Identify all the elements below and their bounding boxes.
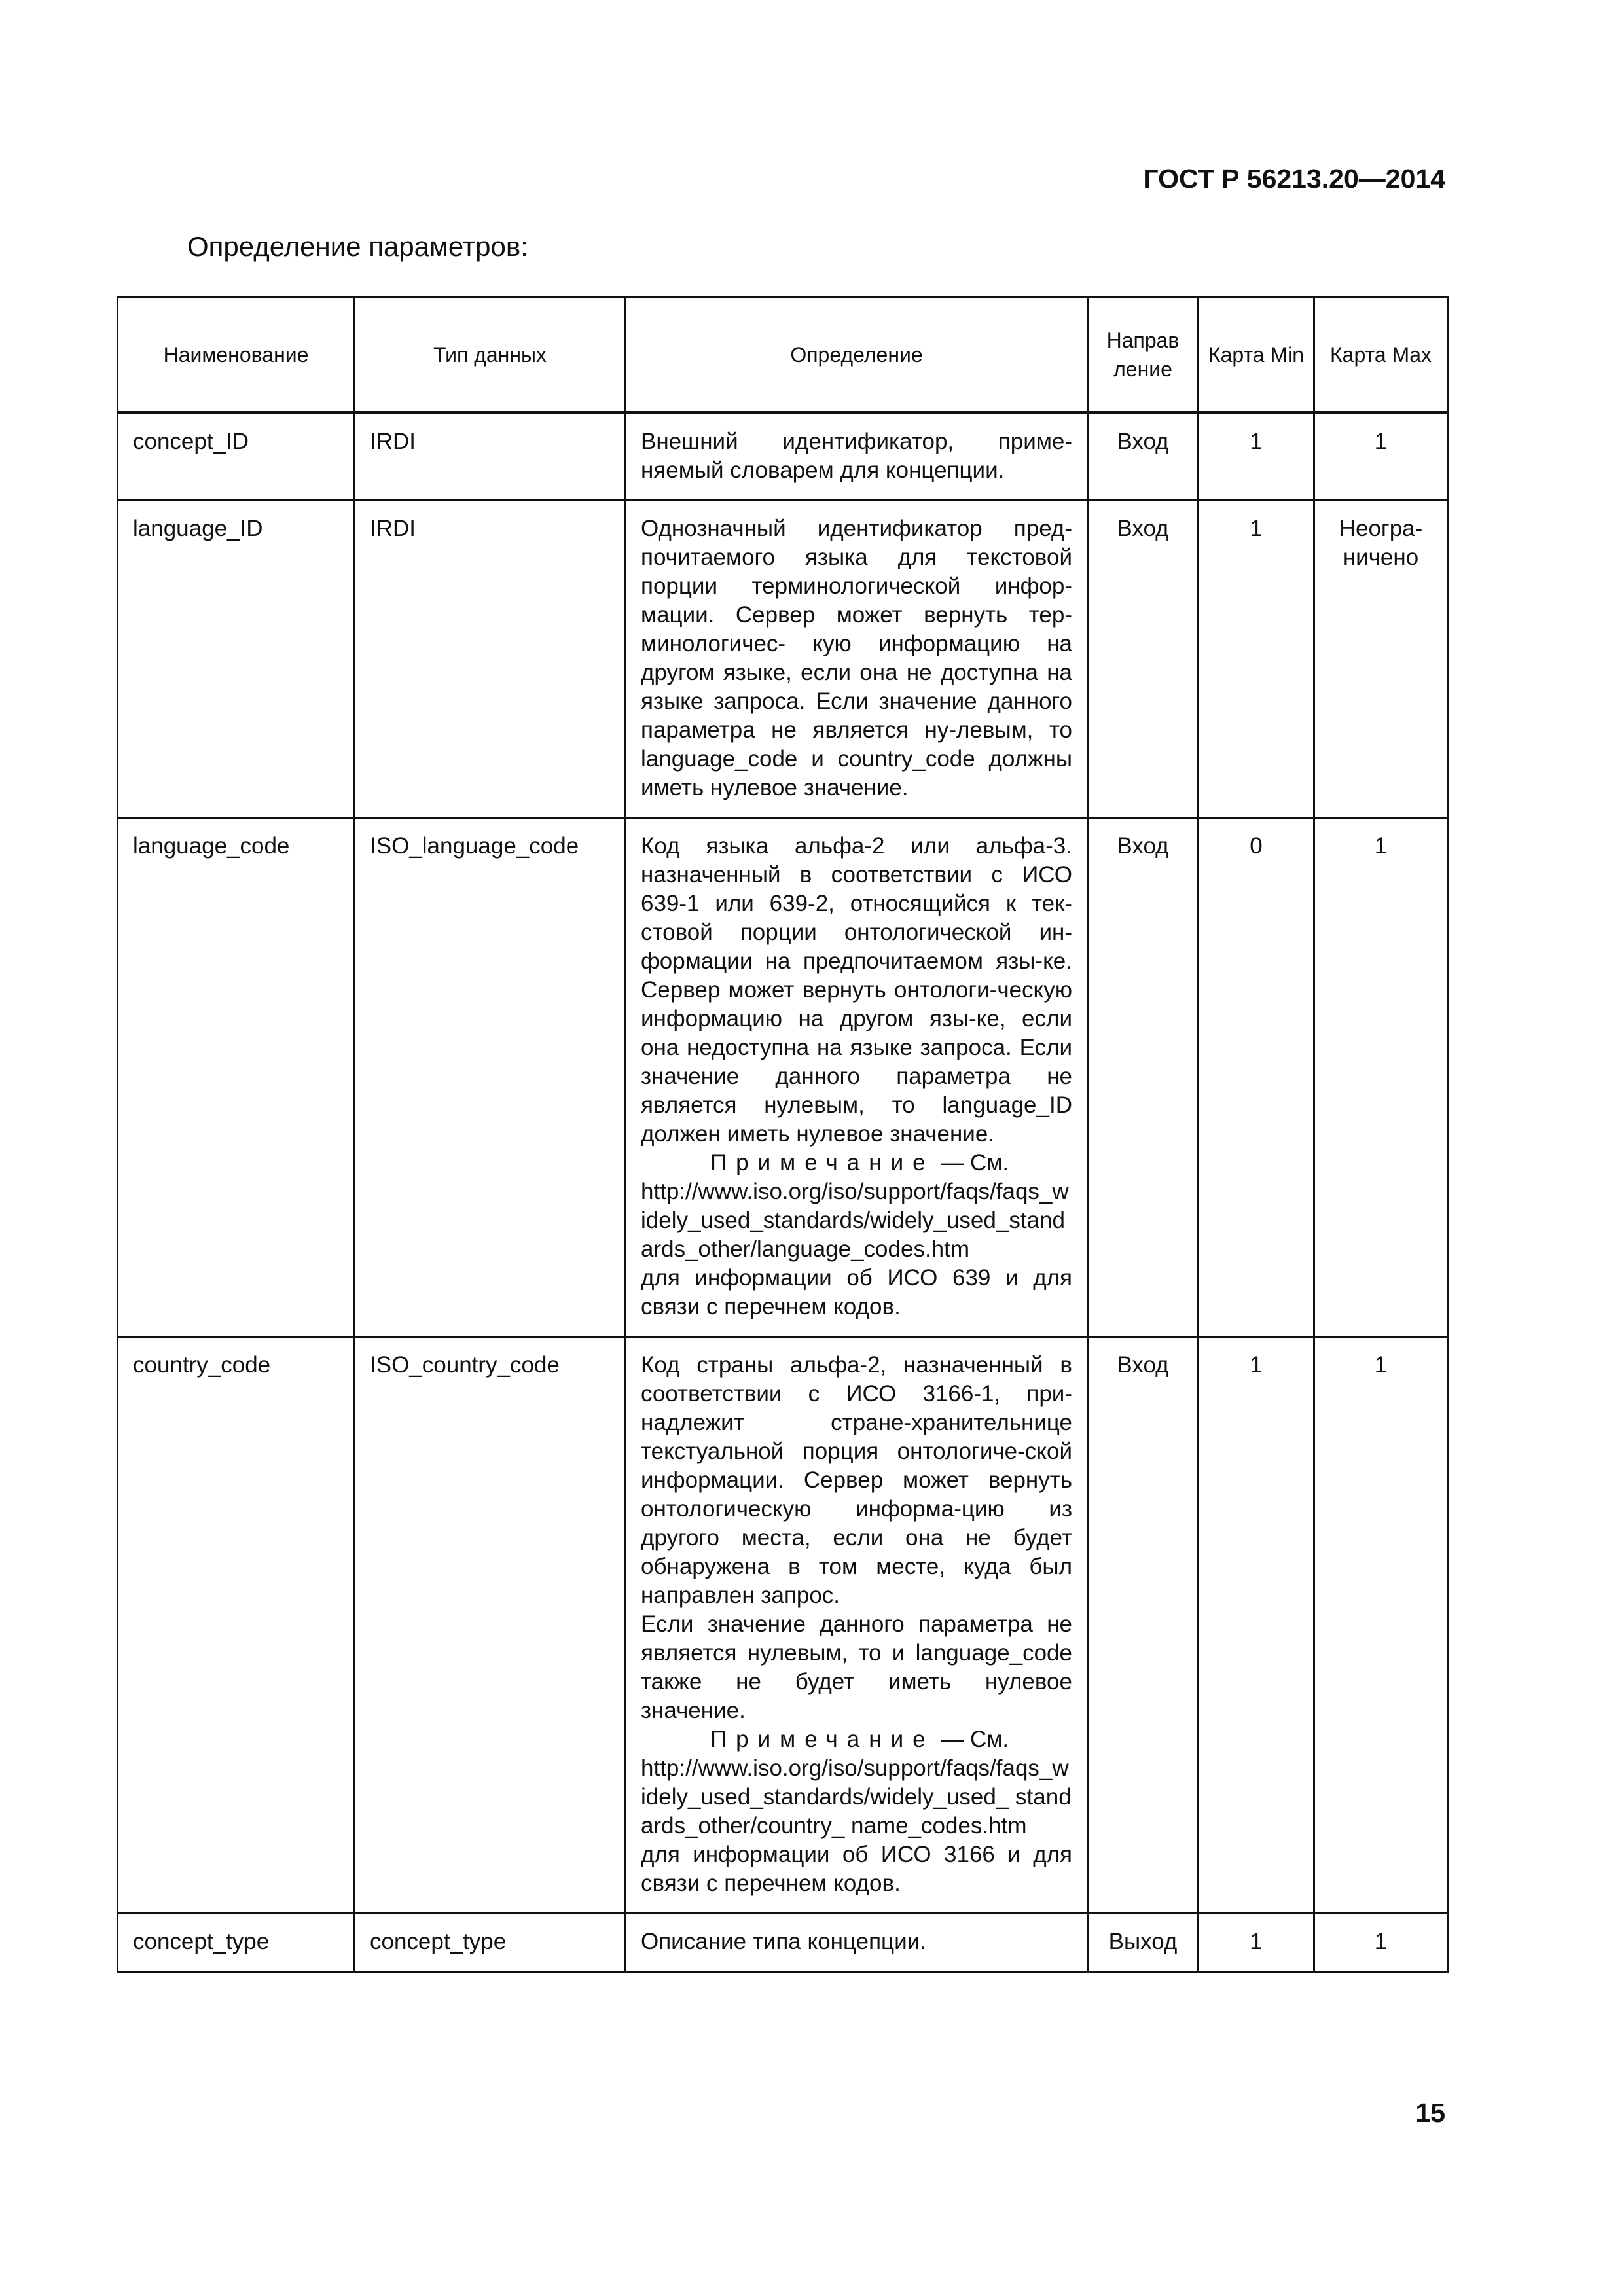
param-min: 1 [1199,501,1314,818]
param-type: IRDI [355,501,626,818]
param-direction: Вход [1088,501,1199,818]
param-type: ISO_language_code [355,818,626,1337]
definition-text: Код языка альфа-2 или альфа-3. назначенный в соответствии с ИСО 639-1 или 639-2, относящийся к тек-стовой порции онтологической ин-формации на предпочитаемом язы-ке. Сервер может вернуть онтологи-ческую информацию на другом язы-ке, если она недоступна на языке запроса. Если значение данного параметра не является нулевым, то language_ID должен иметь нулевое значение. [641,833,1072,1147]
parameters-table [117,296,1449,1973]
param-min: 0 [1199,818,1314,1337]
note-tail: для информации об ИСО 3166 и для связи с перечнем кодов. [641,1842,1072,1896]
note-see: — См. [941,1727,1009,1752]
param-name: country_code [118,1337,355,1914]
param-definition: Описание типа концепции. [626,1914,1088,1972]
table-row [118,1337,1448,1914]
param-name: concept_ID [118,413,355,501]
param-max: 1 [1314,818,1448,1337]
param-definition: Однозначный идентификатор пред-почитаемого языка для текстовой порции терминологической инфор-мации. Сервер может вернуть тер-минологичес- кую информацию на другом языке, если она не доступна на языке запроса. Если значение данного параметра не является ну-левым, то language_code и country_code должны иметь нулевое значение. [626,501,1088,818]
param-max: 1 [1314,1337,1448,1914]
param-direction: Выход [1088,1914,1199,1972]
header-direction: Направ ление [1088,298,1199,413]
param-max: Неогра-ничено [1314,501,1448,818]
param-type: IRDI [355,413,626,501]
param-max: 1 [1314,413,1448,501]
document-code: ГОСТ Р 56213.20—2014 [1143,164,1445,194]
note-url: http://www.iso.org/iso/support/faqs/faqs_widely_used_standards/widely_used_ standards_other/country_ name_codes.htm [641,1755,1072,1839]
note-label: Примечание [710,1727,935,1752]
table-row [118,1914,1448,1972]
header-max: Карта Max [1314,298,1448,413]
param-direction: Вход [1088,818,1199,1337]
header-min: Карта Min [1199,298,1314,413]
definition-note [641,1725,1072,1754]
param-name: language_code [118,818,355,1337]
param-definition: Внешний идентификатор, приме-няемый словарем для концепции. [626,413,1088,501]
param-direction: Вход [1088,413,1199,501]
param-definition [626,818,1088,1337]
param-definition [626,1337,1088,1914]
param-min: 1 [1199,413,1314,501]
param-type: concept_type [355,1914,626,1972]
param-min: 1 [1199,1337,1314,1914]
param-max: 1 [1314,1914,1448,1972]
note-label: Примечание [710,1150,935,1175]
table-header-row [118,298,1448,413]
table-row [118,413,1448,501]
page-number: 15 [1415,2098,1445,2128]
param-name: language_ID [118,501,355,818]
table-row [118,501,1448,818]
table-row [118,818,1448,1337]
param-name: concept_type [118,1914,355,1972]
section-intro: Определение параметров: [187,231,528,262]
param-min: 1 [1199,1914,1314,1972]
definition-text-continued: Если значение данного параметра не является нулевым, то и language_code также не будет иметь нулевое значение. [641,1611,1072,1723]
definition-text: Код страны альфа-2, назначенный в соответствии с ИСО 3166-1, при-надлежит стране-хранительнице текстуальной порция онтологиче-ской информации. Сервер может вернуть онтологическую информа-цию из другого места, если она не будет обнаружена в том месте, куда был направлен запрос. [641,1352,1072,1608]
param-direction: Вход [1088,1337,1199,1914]
header-type: Тип данных [355,298,626,413]
header-name: Наименование [118,298,355,413]
header-definition: Определение [626,298,1088,413]
note-tail: для информации об ИСО 639 и для связи с перечнем кодов. [641,1265,1072,1319]
note-url: http://www.iso.org/iso/support/faqs/faqs_widely_used_standards/widely_used_standards_other/language_codes.htm [641,1179,1069,1262]
note-see: — См. [941,1150,1009,1175]
param-type: ISO_country_code [355,1337,626,1914]
definition-note [641,1149,1072,1177]
